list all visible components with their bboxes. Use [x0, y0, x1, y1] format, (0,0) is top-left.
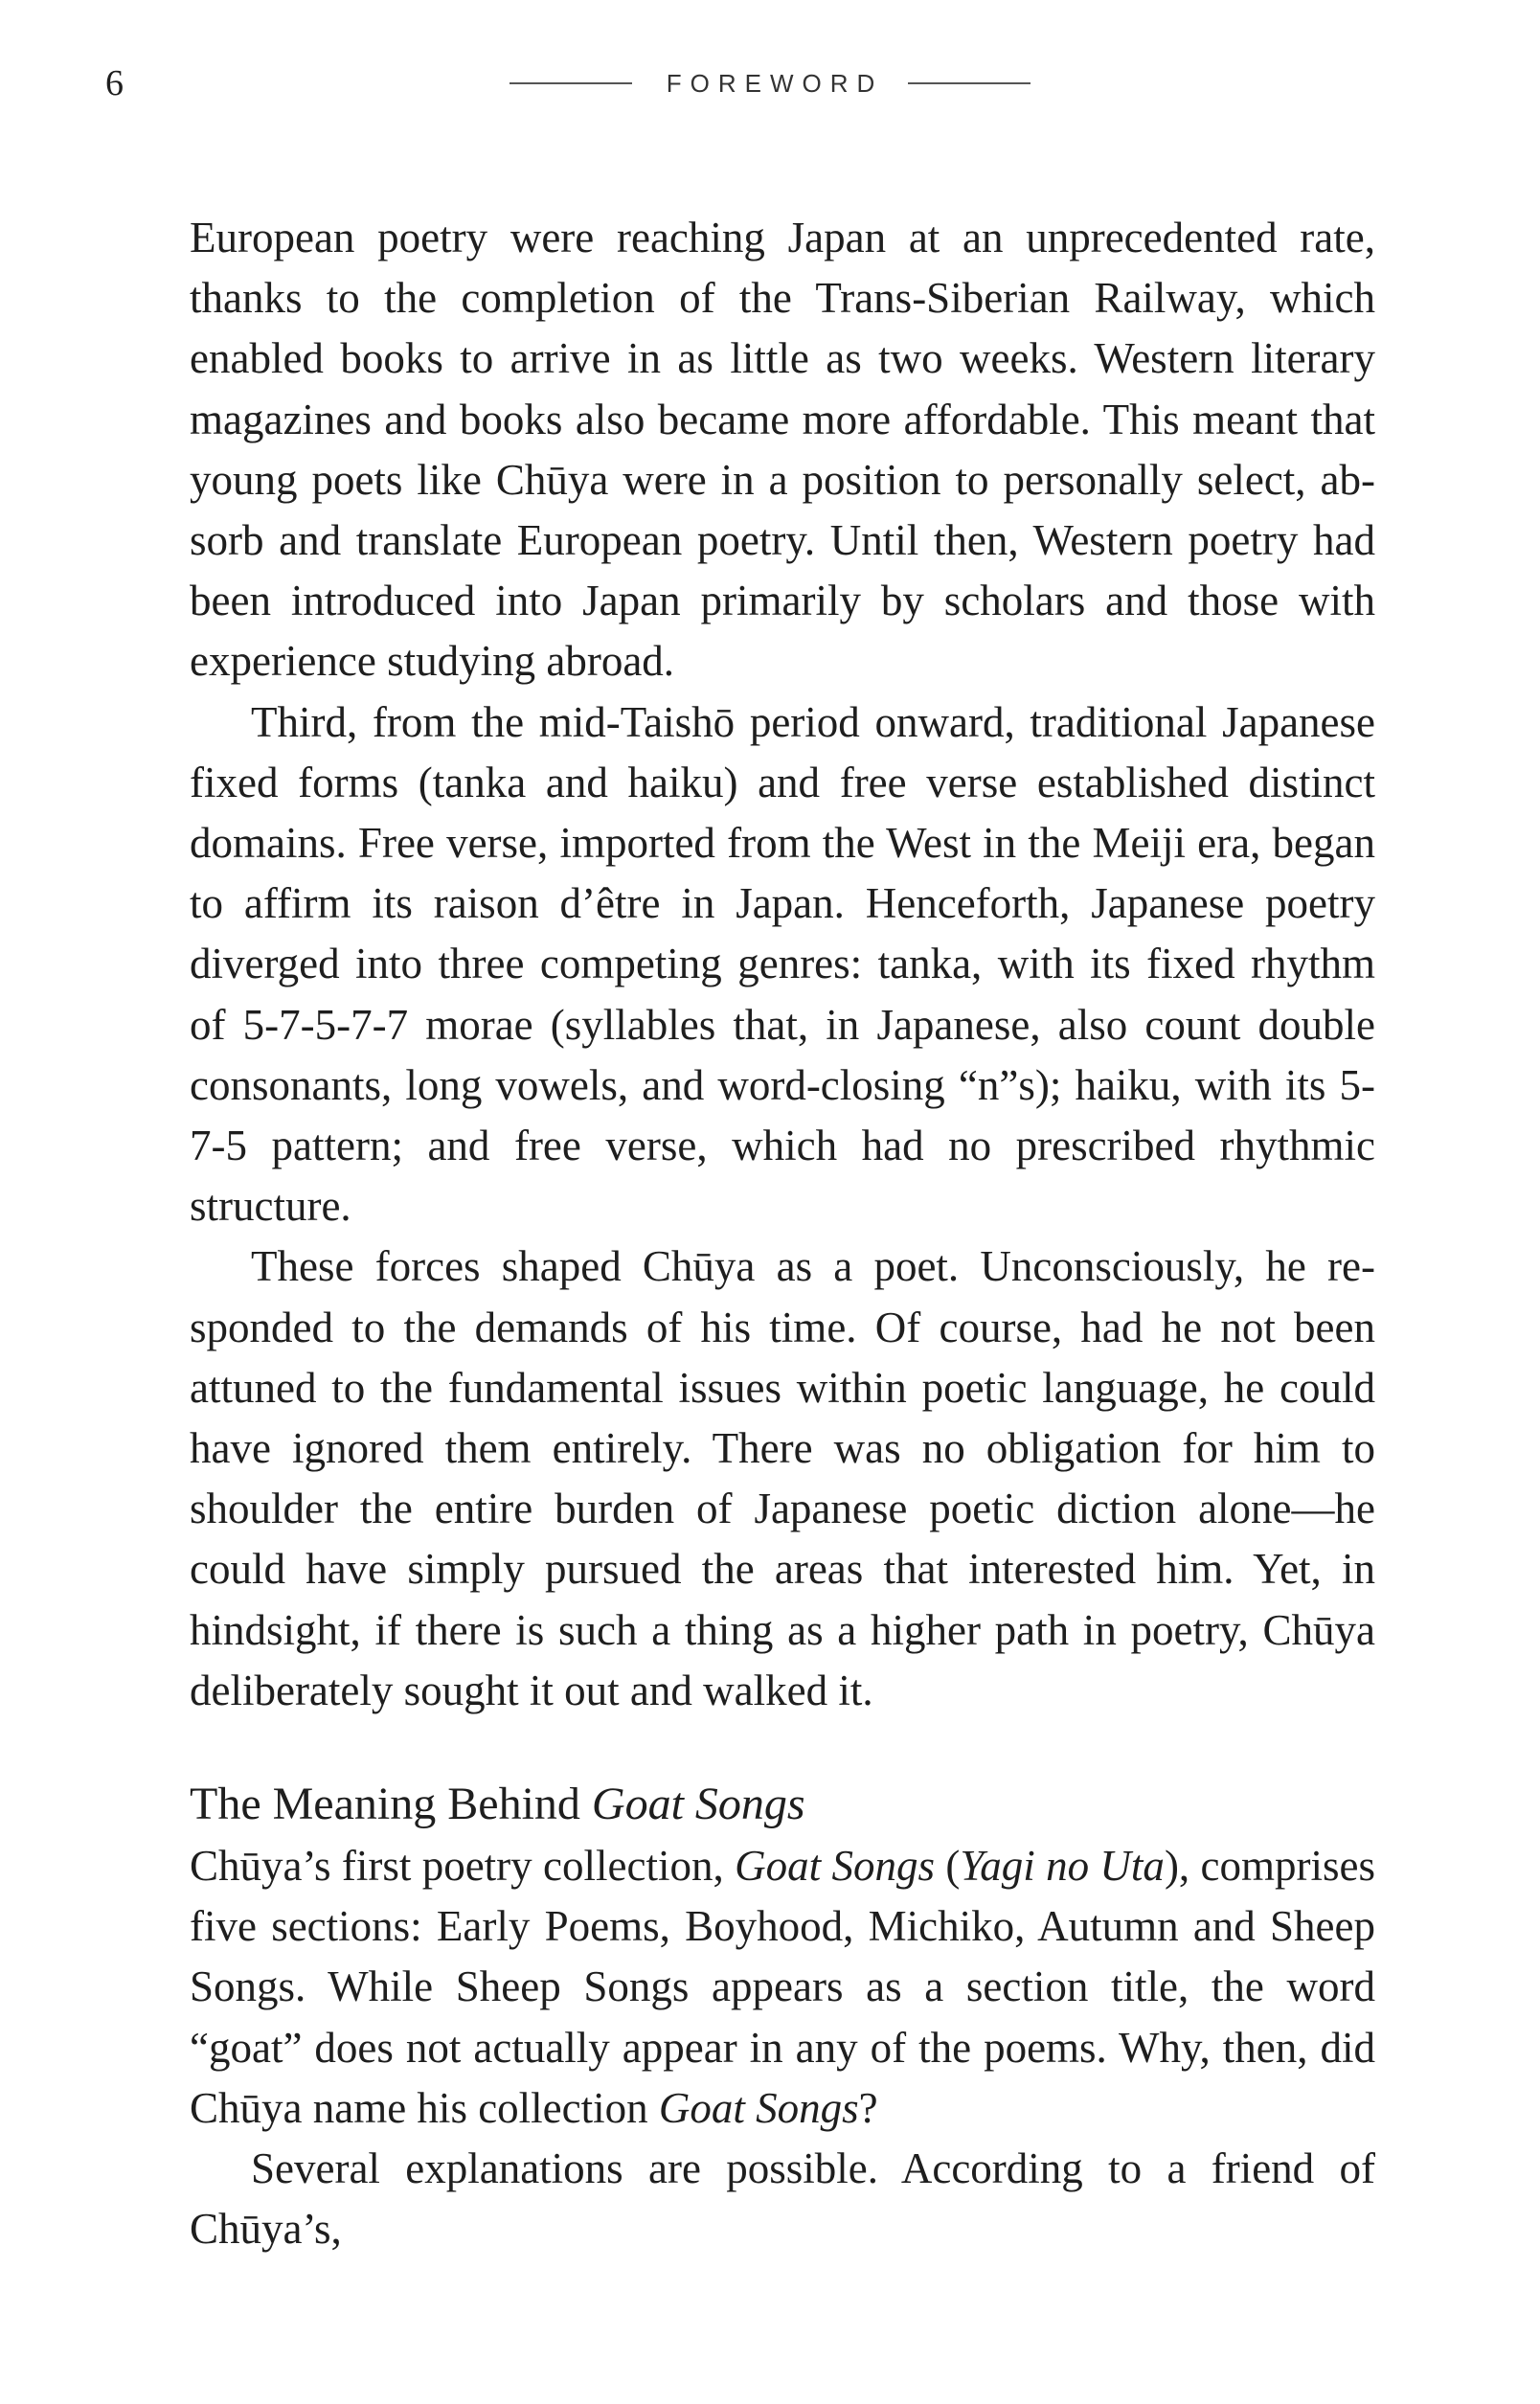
section-paragraph-1-text-g: ?	[858, 2083, 878, 2132]
section-paragraph-1-text-c: (	[934, 1842, 961, 1891]
main-text	[190, 208, 1375, 2260]
section-heading	[190, 1773, 1375, 1836]
section-paragraph-1-text-a: Chūya’s first poetry collection,	[190, 1842, 736, 1891]
running-head	[0, 59, 1540, 117]
paragraph-3: These forces shaped Chūya as a poet. Unconsciously, he responded to the demands of his time. Of course, had he not been attuned to the fundamental issues within poetic language, he could have ignored them entirely. There was no obligation for him to shoulder the entire burden of Japanese poetic diction alone—he could have simply pursued the areas that interested him. Yet, in hindsight, if there is such a thing as a higher path in poetry, Chūya deliberately sought it out and walked it.	[190, 1242, 1375, 1714]
book-title-goat-songs: Goat Songs	[735, 1842, 935, 1891]
book-title-yagi-no-uta: Yagi no Uta	[960, 1842, 1165, 1891]
section-heading-text: The Meaning Behind	[190, 1779, 592, 1830]
book-title-goat-songs-2: Goat Songs	[658, 2083, 859, 2132]
running-head-left-rule	[510, 82, 632, 84]
section-paragraph-2: Several explanations are possible. According to a friend of Chūya’s,	[190, 2144, 1375, 2254]
page-number: 6	[105, 63, 124, 103]
paragraph-2: Third, from the mid-Taishō period onward, traditional Japanese fixed forms (tanka and haiku) and free verse established distinct domains. Free verse, imported from the West in the Meiji era, began to affirm its raison d’être in Japan. Henceforth, Japanese poetry diverged into three competing genres: tanka, with its fixed rhythm of 5-7-5-7-7 morae (syllables that, in Japanese, also count double consonants, long vowels, and word-closing “n”s); haiku, with its 5-7-5 pattern; and free verse, which had no prescribed rhythmic structure.	[190, 697, 1375, 1231]
section-heading-italic-title: Goat Songs	[591, 1779, 805, 1830]
section-paragraph-1	[190, 1836, 1375, 2139]
running-head-title: FOREWORD	[666, 68, 884, 98]
section-paragraph-1-text-e: ), comprises five sections: Early Poems, Boyhood, Michiko, Autumn and Sheep Songs. While Sheep Songs appears as a section title, the word “goat” does not actually appear in any of the poems. Why, then, did Chūya name his collection	[190, 1842, 1375, 2132]
paragraph-1: European poetry were reaching Japan at an unprecedented rate, thanks to the completion of the Trans-Siberian Railway, which enabled books to arrive in as little as two weeks. Western literary magazines and books also became more affordable. This meant that young poets like Chūya were in a position to personally select, absorb and translate European poetry. Until then, Western poetry had been introduced into Japan primarily by scholars and those with experience studying abroad.	[190, 214, 1375, 686]
running-head-title-group	[0, 59, 1540, 107]
running-head-right-rule	[908, 82, 1030, 84]
